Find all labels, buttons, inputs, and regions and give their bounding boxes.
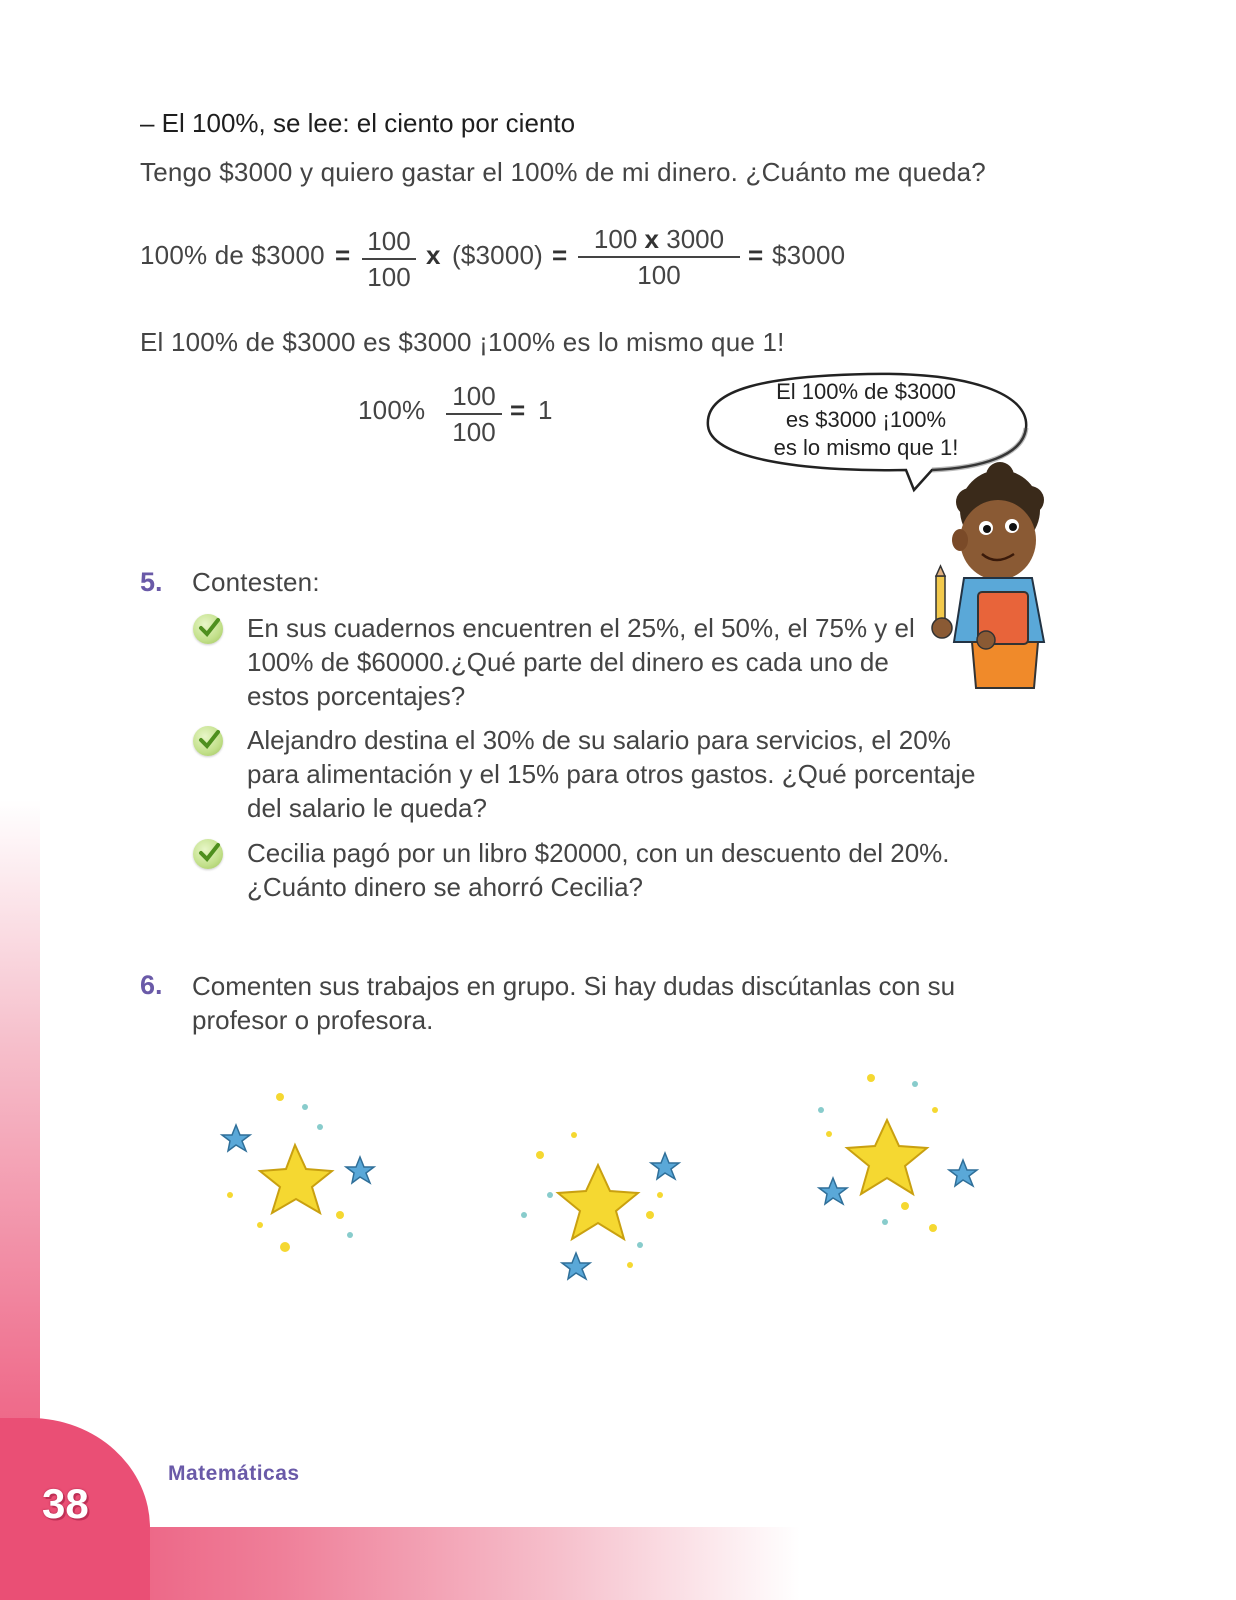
question-line: Cecilia pagó por un libro $20000, con un descuento del 20%. — [247, 838, 950, 868]
question-item — [247, 611, 915, 713]
equals-sign: = — [335, 240, 351, 270]
question-line: para alimentación y el 15% para otros gastos. ¿Qué porcentaje — [247, 759, 976, 789]
fraction-bar — [362, 258, 416, 260]
fraction-denominator: 100 — [367, 262, 411, 292]
star-cluster-icon — [200, 1085, 390, 1255]
page-number: 38 — [42, 1480, 89, 1527]
times-sign: x — [644, 224, 659, 254]
equals-sign: = — [748, 240, 764, 270]
section-number-5: 5. — [140, 567, 163, 597]
equals-sign: = — [510, 395, 526, 425]
section6-line: profesor o profesora. — [192, 1005, 434, 1035]
fraction-denominator: 100 — [637, 260, 681, 290]
section-title: Contesten: — [192, 567, 320, 597]
fraction-100-over-100 — [446, 381, 502, 447]
equation-lhs: 100% de $3000 — [140, 240, 325, 270]
fraction-numerator — [578, 224, 740, 254]
star-cluster-icon — [510, 1125, 700, 1295]
boy-drawing — [920, 462, 1070, 692]
equation2-lhs: 100% — [358, 395, 426, 425]
equation2-result: 1 — [538, 395, 553, 425]
star-cluster-icon — [805, 1070, 995, 1240]
question-line: Alejandro destina el 30% de su salario para servicios, el 20% — [247, 725, 951, 755]
question-line: 100% de $60000.¿Qué parte del dinero es cada uno de — [247, 647, 889, 677]
question-line: del salario le queda? — [247, 793, 487, 823]
section6-line: Comenten sus trabajos en grupo. Si hay dudas discútanlas con su — [192, 971, 956, 1001]
fraction-product-over-100 — [578, 224, 740, 290]
fraction-bar — [578, 256, 740, 258]
bubble-line: El 100% de $3000 — [776, 379, 956, 404]
fraction-numerator: 100 — [367, 226, 411, 256]
fraction-numerator: 100 — [452, 381, 496, 411]
question-line: ¿Cuánto dinero se ahorró Cecilia? — [247, 872, 643, 902]
section-number-6: 6. — [140, 970, 163, 1000]
fraction-denominator: 100 — [452, 417, 496, 447]
boy-illustration — [920, 462, 1070, 692]
subject-label: Matemáticas — [168, 1462, 300, 1485]
question-line: estos porcentajes? — [247, 681, 466, 711]
section6-text — [192, 969, 955, 1037]
numerator-a: 100 — [593, 224, 638, 254]
bubble-line: es lo mismo que 1! — [773, 435, 959, 460]
check-icon — [193, 839, 223, 869]
numerator-b: 3000 — [666, 224, 725, 254]
section-heading: – El 100%, se lee: el ciento por ciento — [140, 108, 576, 138]
paren-value: ($3000) — [452, 240, 544, 270]
check-icon — [193, 614, 223, 644]
equation-result: $3000 — [772, 240, 846, 270]
equals-sign: = — [552, 240, 568, 270]
problem-text: Tengo $3000 y quiero gastar el 100% de mi dinero. ¿Cuánto me queda? — [140, 157, 986, 187]
check-icon — [193, 726, 223, 756]
times-sign: x — [426, 240, 441, 270]
question-item — [247, 836, 950, 904]
bubble-text — [740, 378, 992, 462]
fraction-bar — [446, 413, 502, 415]
bubble-line: es $3000 ¡100% — [785, 407, 947, 432]
fraction-100-over-100 — [362, 226, 416, 292]
question-item — [247, 723, 975, 825]
question-line: En sus cuadernos encuentren el 25%, el 50%, el 75% y el — [247, 613, 915, 643]
statement-text: El 100% de $3000 es $3000 ¡100% es lo mismo que 1! — [140, 327, 785, 357]
